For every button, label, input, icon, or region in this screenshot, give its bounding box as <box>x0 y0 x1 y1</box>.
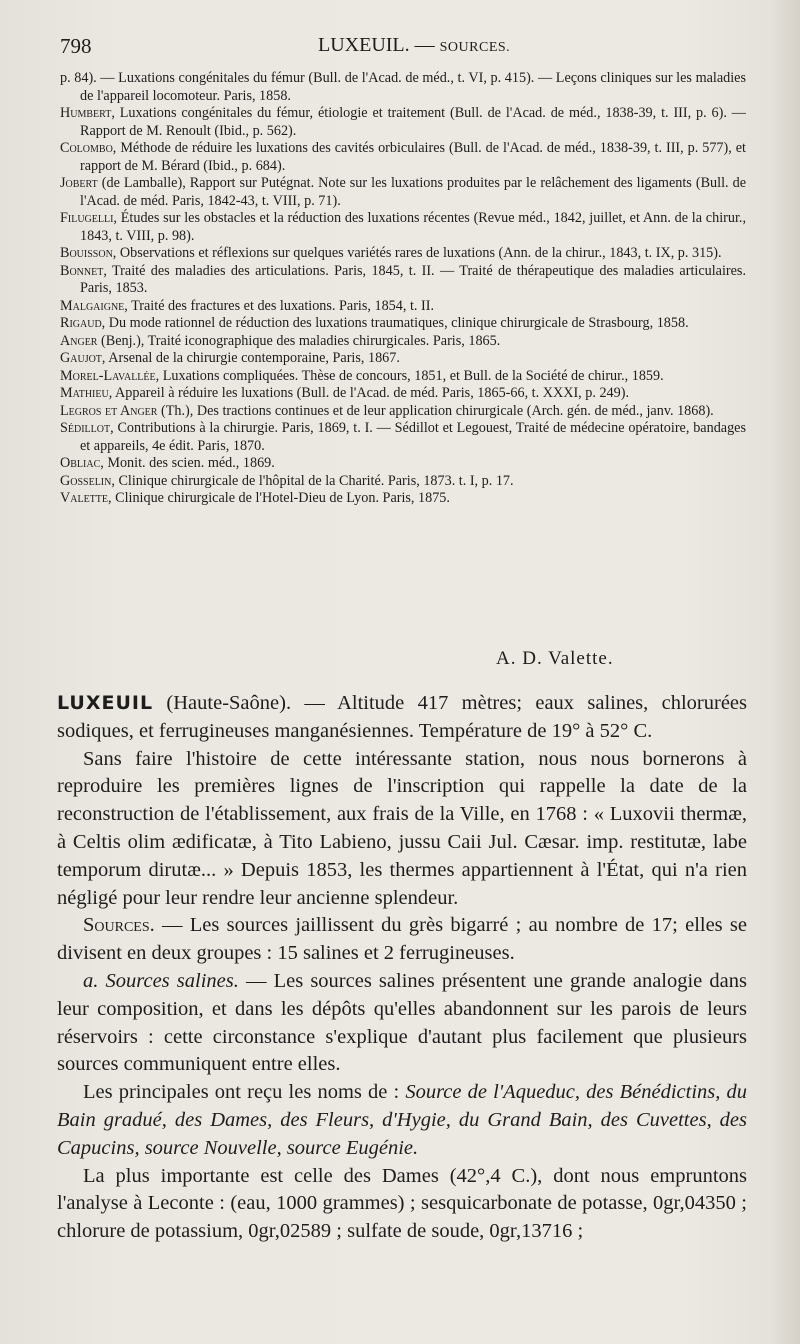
page-header <box>60 34 750 60</box>
bibliography-entry <box>60 333 746 351</box>
bibliography-author: Sédillot, <box>60 420 114 436</box>
bibliography-text: Du mode rationnel de réduction des luxations traumatiques, clinique chirurgicale de Strasbourg, 1858. <box>105 315 689 331</box>
running-title-sub: SOURCES. <box>439 40 511 55</box>
running-title-main: LUXEUIL. <box>318 34 410 56</box>
bibliography-author: Jobert <box>60 175 98 191</box>
salines-text: — Les sources salines présentent une grande analogie dans leur composition, et dans les dépôts qu'elles abandonnent sur les parois de leurs réservoirs : cette circonstance s'explique d'autant plus facilement que plusieurs sources communiquent entre elles. <box>57 969 747 1076</box>
bibliography-author: Malgaigne, <box>60 297 128 314</box>
bibliography-author: Legros et Anger <box>60 402 158 419</box>
bibliography-entry <box>60 420 746 455</box>
bibliography-entry <box>60 490 746 508</box>
bibliography-text: Arsenal de la chirurgie contemporaine, Paris, 1867. <box>105 350 400 366</box>
names-intro: Les principales ont reçu les noms de : <box>83 1081 406 1104</box>
running-title <box>318 34 510 57</box>
bibliography-entry <box>60 298 746 316</box>
bibliography-text: Méthode de réduire les luxations des cavités orbiculaires (Bull. de l'Acad. de méd., 1838-39, t. III, p. 577), et rapport de M. Bérard (Ibid., p. 684). <box>80 140 746 174</box>
bibliography-text: Clinique chirurgicale de l'Hotel-Dieu de Lyon. Paris, 1875. <box>111 490 450 506</box>
bibliography-text: Monit. des scien. méd., 1869. <box>103 455 275 471</box>
bibliography-text: Traité des maladies des articulations. Paris, 1845, t. II. — Traité de thérapeutique des maladies articulaires. Paris, 1853. <box>80 262 746 296</box>
bibliography-text: (Benj.), Traité iconographique des maladies chirurgicales. Paris, 1865. <box>97 332 501 349</box>
page-edge-shadow <box>770 0 800 1344</box>
bibliography-author: Mathieu, <box>60 385 113 401</box>
bibliography-text: Clinique chirurgicale de l'hôpital de la Charité. Paris, 1873. t. I, p. 17. <box>114 472 514 489</box>
bibliography-author: Filugelli, <box>60 210 117 226</box>
paragraph-history: Sans faire l'histoire de cette intéressante station, nous nous bornerons à reproduire les premières lignes de l'inscription qui rappelle la date de la reconstruction de l'établissement, aux frais de la Ville, en 1768 : « Luxovii thermæ, à Celtis olim ædificatæ, à Tito Labieno, jussu Caii Jul. Cæsar. imp. restitutæ, labe temporum dirutæ... » Depuis 1853, les thermes appartiennent à l'État, qui n'a rien négligé pour leur rendre leur ancienne splendeur. <box>57 747 747 909</box>
bibliography-entry <box>60 210 746 245</box>
bibliography-entry <box>60 245 746 263</box>
bibliography-author: Obliac, <box>60 455 104 471</box>
article-intro <box>57 690 747 746</box>
bibliography-entry <box>60 140 746 175</box>
bibliography-entry <box>60 473 746 491</box>
bibliography-author: Bonnet, <box>60 262 107 279</box>
paragraph-sources <box>57 912 747 968</box>
bibliography-entry <box>60 455 746 473</box>
bibliography-author: Morel-Lavallée, <box>60 367 160 384</box>
bibliography-entry <box>60 175 746 210</box>
paragraph-names <box>57 1079 747 1162</box>
article-body <box>57 690 747 1246</box>
bibliography-text: (de Lamballe), Rapport sur Putégnat. Note sur les luxations produites par le relâchement des ligaments (Bull. de l'Acad. de méd. Paris, 1842-43, t. VIII, p. 71). <box>80 175 746 209</box>
bibliography-text: Contributions à la chirurgie. Paris, 1869, t. I. — Sédillot et Legouest, Traité de médecine opératoire, bandages et appareils, 4e édit. Paris, 1870. <box>80 420 746 454</box>
bibliography-text: (Th.), Des tractions continues et de leur application chirurgicale (Arch. gén. de méd., janv. 1868). <box>157 402 714 419</box>
sources-label: Sources. <box>83 914 155 937</box>
bibliography-entry <box>60 315 746 333</box>
sources-text: — Les sources jaillissent du grès bigarré ; au nombre de 17; elles se divisent en deux groupes : 15 salines et 2 ferrugineuses. <box>57 914 747 965</box>
bibliography-entry <box>60 263 746 298</box>
bibliography-entry <box>60 368 746 386</box>
bibliography-author: Gosselin, <box>60 472 115 489</box>
page-number: 798 <box>60 34 92 58</box>
bibliography-text: Luxations congénitales du fémur, étiologie et traitement (Bull. de l'Acad. de méd., 1838-39, t. III, p. 6). — Rapport de M. Renoult (Ibid., p. 562). <box>80 105 746 139</box>
bibliography-author: Gaujot, <box>60 350 106 366</box>
bibliography-text: Luxations compliquées. Thèse de concours, 1851, et Bull. de la Société de chirur., 1859. <box>159 367 664 384</box>
bibliography-entry <box>60 350 746 368</box>
bibliography-author: Rigaud, <box>60 315 106 331</box>
bibliography-list <box>60 70 746 508</box>
author-signature: A. D. Valette. <box>496 648 614 669</box>
paragraph-analysis: La plus importante est celle des Dames (42°,4 C.), dont nous empruntons l'analyse à Leconte : (eau, 1000 grammes) ; sesquicarbonate de potasse, 0gr,04350 ; chlorure de potassium, 0gr,02589 ; sulfate de soude, 0gr,13716 ; <box>57 1164 747 1243</box>
bibliography-text: Études sur les obstacles et la réduction des luxations récentes (Revue méd., 1842, juillet, et Ann. de la chirur., 1843, t. VIII, p. 98). <box>80 210 746 244</box>
bibliography-text: Appareil à réduire les luxations (Bull. de l'Acad. de méd. Paris, 1865-66, t. XXXI, p. 249). <box>112 385 630 401</box>
bibliography-text: Traité des fractures et des luxations. Paris, 1854, t. II. <box>127 297 434 314</box>
bibliography-author: Valette, <box>60 490 112 506</box>
bibliography-entry <box>60 105 746 140</box>
bibliography-text: Observations et réflexions sur quelques variétés rares de luxations (Ann. de la chirur., 1843, t. IX, p. 315). <box>116 245 722 261</box>
bibliography-entry <box>60 403 746 421</box>
article-keyword: LUXEUIL <box>57 692 154 714</box>
names-list: Source de l'Aqueduc, des Bénédictins, du Bain gradué, des Dames, des Fleurs, d'Hygie, du Grand Bain, des Cuvettes, des Capucins, source Nouvelle, source Eugénie. <box>57 1081 747 1159</box>
bibliography-author: Bouisson, <box>60 245 117 261</box>
article-intro-text: (Haute-Saône). — Altitude 417 mètres; eaux salines, chlorurées sodiques, et ferrugineuses manganésiennes. Température de 19° à 52° C. <box>57 692 747 742</box>
salines-label: a. Sources salines. <box>83 969 239 992</box>
bibliography-author: Anger <box>60 332 98 349</box>
bibliography-entry <box>60 70 746 105</box>
paragraph-salines <box>57 968 747 1079</box>
bibliography-text: p. 84). — Luxations congénitales du fémur (Bull. de l'Acad. de méd., t. VI, p. 415). — Leçons cliniques sur les maladies de l'appareil locomoteur. Paris, 1858. <box>60 70 746 104</box>
bibliography-author: Humbert, <box>60 105 115 121</box>
bibliography-entry <box>60 385 746 403</box>
running-title-sep: — <box>409 34 440 56</box>
bibliography-author: Colombo, <box>60 140 117 156</box>
